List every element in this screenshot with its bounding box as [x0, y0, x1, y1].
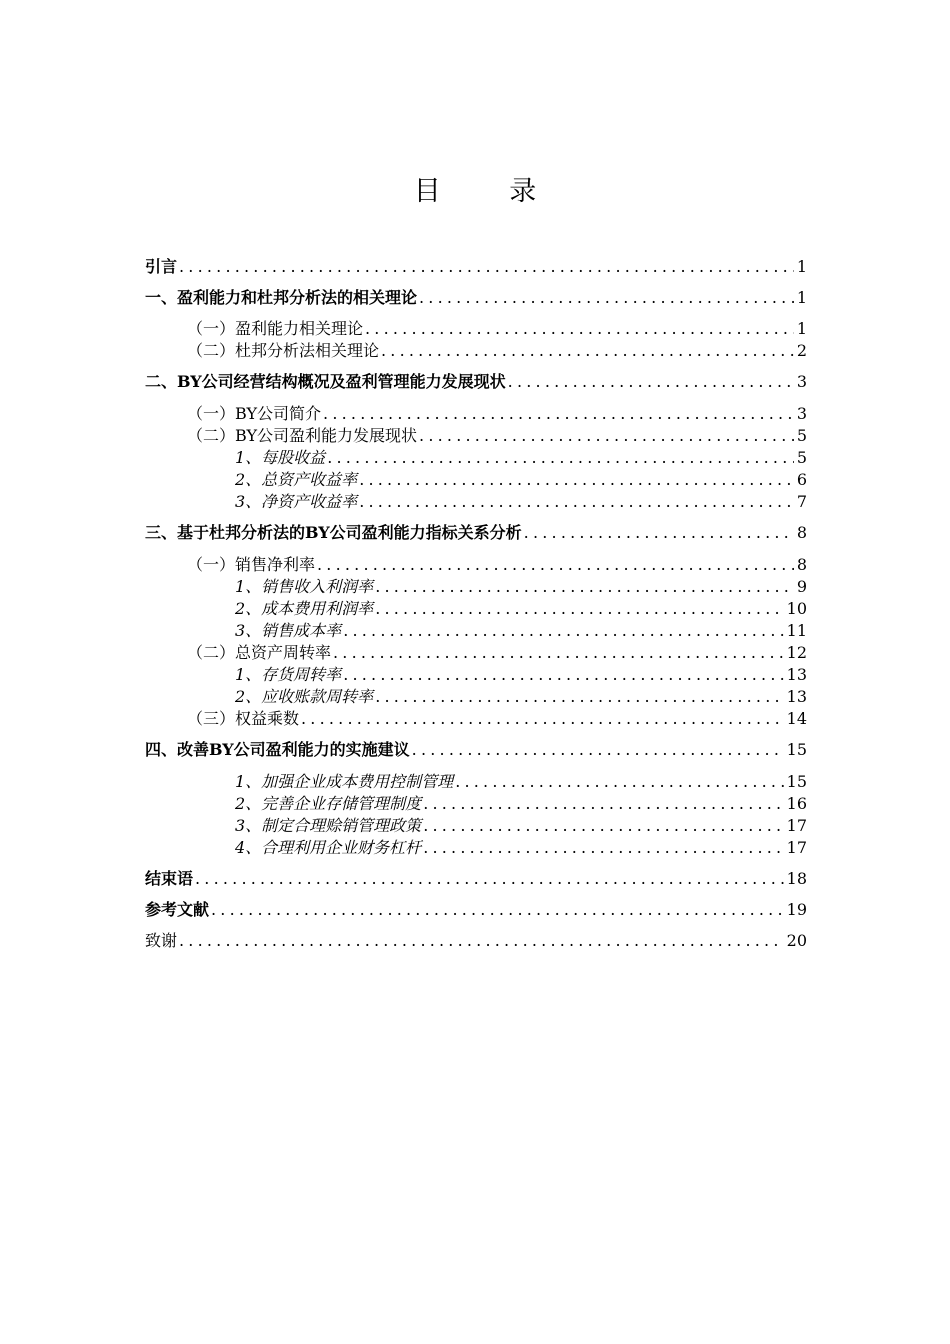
- toc-entry-page: 5: [796, 448, 807, 467]
- toc-leader-dots: [419, 288, 794, 308]
- toc-entry-page: 15: [786, 772, 807, 791]
- toc-leader-dots: [423, 816, 783, 836]
- toc-entry-label: （二）总资产周转率: [187, 643, 332, 662]
- toc-leader-dots: [359, 492, 794, 512]
- toc-entry-label: 2、完善企业存储管理制度: [235, 794, 422, 813]
- toc-leader-dots: [423, 794, 783, 814]
- toc-entry-label: 3、销售成本率: [235, 621, 342, 640]
- toc-entry-label: 3、制定合理赊销管理政策: [235, 816, 422, 835]
- toc-leader-dots: [317, 555, 794, 575]
- toc-entry-page: 13: [786, 665, 807, 684]
- toc-entry-page: 1: [796, 319, 807, 338]
- toc-leader-dots: [301, 709, 784, 729]
- toc-entry[interactable]: [145, 521, 807, 543]
- toc-entry[interactable]: [145, 738, 807, 760]
- toc-entry-label: 致谢: [145, 931, 178, 950]
- toc-leader-dots: [327, 448, 794, 468]
- toc-entry[interactable]: [145, 402, 807, 424]
- toc-leader-dots: [423, 838, 783, 858]
- toc-entry-label: （三）权益乘数: [187, 709, 300, 728]
- toc-leader-dots: [419, 426, 794, 446]
- toc-entry[interactable]: [145, 286, 807, 308]
- toc-entry[interactable]: [145, 553, 807, 575]
- toc-entry-page: 7: [796, 492, 807, 511]
- toc-entry-label: 引言: [145, 257, 178, 276]
- toc-entry[interactable]: [145, 685, 807, 707]
- toc-entry-label: 1、每股收益: [235, 448, 326, 467]
- toc-entry-label: （一）盈利能力相关理论: [187, 319, 364, 338]
- toc-leader-dots: [508, 372, 794, 392]
- toc-leader-dots: [195, 869, 784, 889]
- toc-entry[interactable]: [145, 339, 807, 361]
- toc-leader-dots: [343, 665, 783, 685]
- toc-entry-page: 2: [796, 341, 807, 360]
- toc-entry[interactable]: [145, 468, 807, 490]
- toc-entry-page: 11: [786, 621, 807, 640]
- toc-leader-dots: [179, 931, 784, 951]
- toc-entry-page: 20: [786, 931, 807, 950]
- toc-entry[interactable]: [145, 370, 807, 392]
- toc-entry-label: 结束语: [145, 869, 194, 888]
- toc-leader-dots: [375, 687, 783, 707]
- toc-leader-dots: [359, 470, 794, 490]
- toc-entry-label: 3、净资产收益率: [235, 492, 358, 511]
- toc-entry[interactable]: [145, 663, 807, 685]
- toc-leader-dots: [375, 599, 783, 619]
- toc-entry-label: （二）BY公司盈利能力发展现状: [187, 426, 418, 445]
- toc-entry-page: 18: [786, 869, 807, 888]
- toc-leader-dots: [375, 577, 794, 597]
- toc-entry[interactable]: [145, 814, 807, 836]
- page-title: 目 录: [413, 176, 567, 207]
- toc-entry[interactable]: [145, 898, 807, 920]
- toc-entry-label: 四、改善BY公司盈利能力的实施建议: [145, 740, 410, 759]
- toc-leader-dots: [211, 900, 784, 920]
- toc-leader-dots: [343, 621, 783, 641]
- toc-entry[interactable]: [145, 490, 807, 512]
- toc-entry-page: 17: [786, 838, 807, 857]
- toc-leader-dots: [455, 772, 783, 792]
- toc-entry-label: 1、存货周转率: [235, 665, 342, 684]
- toc-entry[interactable]: [145, 707, 807, 729]
- toc-entry-label: （二）杜邦分析法相关理论: [187, 341, 380, 360]
- toc-entry-page: 8: [796, 523, 807, 542]
- toc-entry[interactable]: [145, 597, 807, 619]
- toc-entry[interactable]: [145, 575, 807, 597]
- toc-entry[interactable]: [145, 424, 807, 446]
- toc-leader-dots: [179, 257, 794, 277]
- toc-entry[interactable]: [145, 317, 807, 339]
- toc-entry[interactable]: [145, 770, 807, 792]
- toc-entry-label: 参考文献: [145, 900, 210, 919]
- toc-entry-label: 二、BY公司经营结构概况及盈利管理能力发展现状: [145, 372, 506, 391]
- toc-entry-page: 8: [796, 555, 807, 574]
- toc-entry-page: 3: [796, 404, 807, 423]
- toc-entry[interactable]: [145, 641, 807, 663]
- toc-entry[interactable]: [145, 255, 807, 277]
- toc-leader-dots: [381, 341, 794, 361]
- toc-entry-page: 12: [786, 643, 807, 662]
- toc-entry-label: （一）销售净利率: [187, 555, 316, 574]
- toc-entry[interactable]: [145, 446, 807, 468]
- toc-entry-page: 14: [786, 709, 807, 728]
- toc-leader-dots: [412, 740, 784, 760]
- toc-entry-page: 17: [786, 816, 807, 835]
- toc-entry-page: 13: [786, 687, 807, 706]
- toc-entry-label: 三、基于杜邦分析法的BY公司盈利能力指标关系分析: [145, 523, 522, 542]
- toc-entry-page: 6: [796, 470, 807, 489]
- toc-entry-page: 3: [796, 372, 807, 391]
- toc-entry-label: 1、加强企业成本费用控制管理: [235, 772, 454, 791]
- toc-entry-page: 1: [796, 288, 807, 307]
- toc-entry-page: 16: [786, 794, 807, 813]
- toc-entry-page: 5: [796, 426, 807, 445]
- toc-entry-page: 1: [796, 257, 807, 276]
- toc-leader-dots: [333, 643, 784, 663]
- toc-entry[interactable]: [145, 867, 807, 889]
- toc-leader-dots: [524, 523, 794, 543]
- toc-entry-label: 一、盈利能力和杜邦分析法的相关理论: [145, 288, 418, 307]
- toc-entry-page: 19: [786, 900, 807, 919]
- toc-entry-label: 1、销售收入利润率: [235, 577, 374, 596]
- toc-entry-page: 9: [796, 577, 807, 596]
- toc-entry[interactable]: [145, 836, 807, 858]
- toc-entry[interactable]: [145, 792, 807, 814]
- toc-leader-dots: [365, 319, 794, 339]
- toc-leader-dots: [323, 404, 794, 424]
- toc-entry-page: 15: [786, 740, 807, 759]
- toc-entry[interactable]: [145, 619, 807, 641]
- toc-entry-label: 2、成本费用利润率: [235, 599, 374, 618]
- toc-entry-page: 10: [786, 599, 807, 618]
- toc-entry[interactable]: [145, 929, 807, 951]
- toc-entry-label: （一）BY公司简介: [187, 404, 322, 423]
- toc-entry-label: 2、总资产收益率: [235, 470, 358, 489]
- toc-entry-label: 4、合理利用企业财务杠杆: [235, 838, 422, 857]
- toc-entry-label: 2、应收账款周转率: [235, 687, 374, 706]
